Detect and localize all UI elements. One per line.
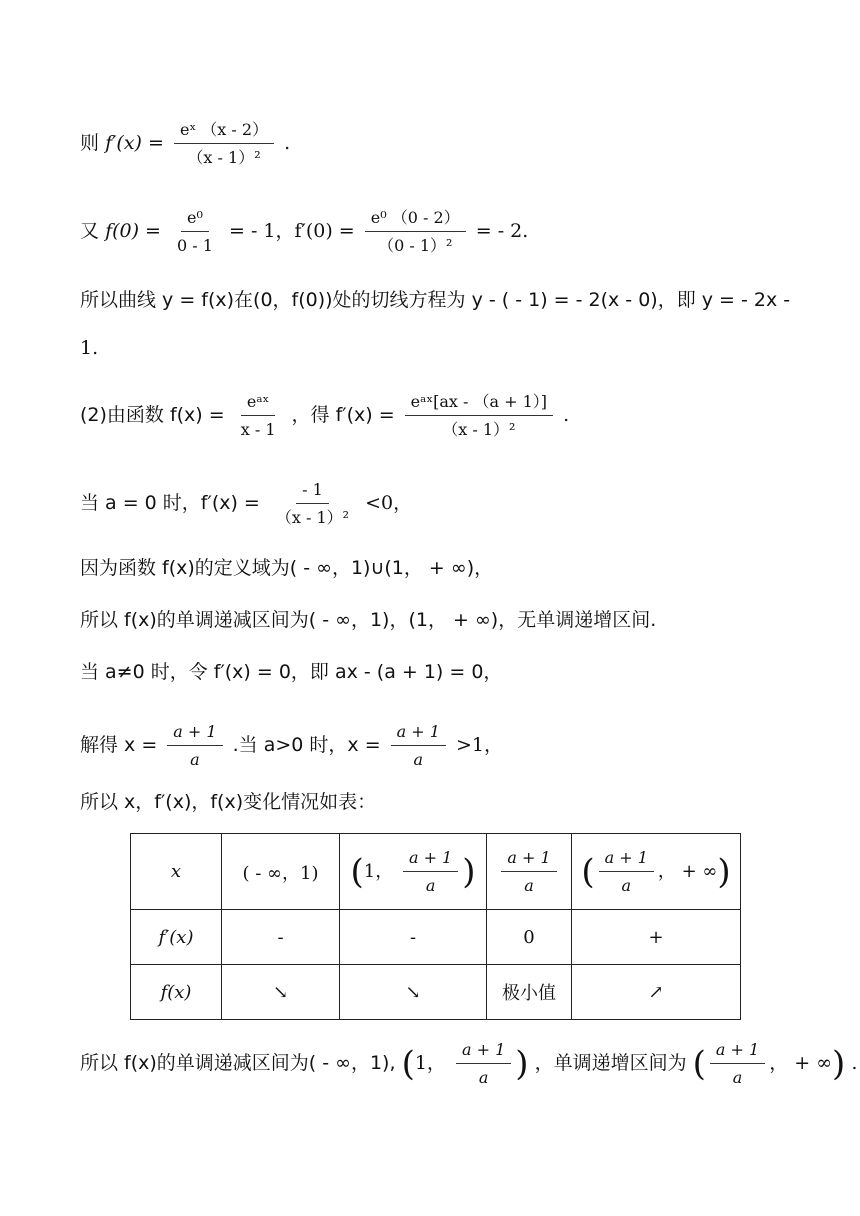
fraction <box>405 392 553 440</box>
fraction <box>365 208 466 256</box>
table-intro-line: 所以 x，f′(x)，f(x)变化情况如表： <box>80 791 377 813</box>
fraction <box>270 480 355 528</box>
math-lhs: f(0) = <box>105 220 161 242</box>
table-row <box>131 834 741 910</box>
interval-left: 1， <box>414 1052 446 1074</box>
derivative-line <box>80 120 290 168</box>
fraction-denominator: a <box>732 1068 743 1087</box>
text-end: <0， <box>365 492 413 514</box>
fraction-numerator: eᵃˣ <box>241 392 275 416</box>
table-cell <box>487 834 572 910</box>
table-row <box>131 965 741 1020</box>
table-cell: ↘ <box>222 965 340 1020</box>
fraction-numerator: a + 1 <box>599 848 654 872</box>
math-mid: = - 1，f′(0) = <box>229 220 355 242</box>
fraction-denominator: （x - 1）² <box>187 148 261 167</box>
table-row <box>131 910 741 965</box>
fraction-denominator: （0 - 1）² <box>378 236 453 255</box>
fraction-numerator: - 1 <box>296 480 329 504</box>
table-header-cell: f′(x) <box>131 910 222 965</box>
fraction-numerator: a + 1 <box>456 1040 511 1064</box>
part2-line <box>80 392 569 440</box>
text-prefix: 当 a = 0 时，f′(x) = <box>80 492 260 514</box>
table-cell: ↘ <box>340 965 487 1020</box>
fraction-denominator: 0 - 1 <box>177 236 213 255</box>
table-header-cell: f(x) <box>131 965 222 1020</box>
text-prefix: 则 <box>80 132 100 154</box>
fraction <box>174 120 274 168</box>
text-prefix: 又 <box>80 220 100 242</box>
text-prefix: (2)由函数 f(x) = <box>80 404 225 426</box>
fraction-numerator: eᵃˣ[ax - （a + 1）] <box>405 392 553 416</box>
solve-line <box>80 722 503 770</box>
interval-left: 1， <box>363 860 394 882</box>
text-mid: .当 a>0 时，x = <box>232 734 381 756</box>
variation-table <box>130 833 741 1020</box>
text-prefix: 所以 f(x)的单调递减区间为( - ∞，1), <box>80 1052 396 1074</box>
table-cell: - <box>340 910 487 965</box>
interval-right: ， + ∞ <box>769 1052 833 1074</box>
text-end: . <box>284 132 291 154</box>
tangent-line-text: 所以曲线 y = f(x)在(0，f(0))处的切线方程为 y - ( - 1) = - 2(x - 0)，即 y = - 2x - <box>80 289 791 311</box>
text-end: . <box>851 1052 858 1074</box>
values-line <box>80 208 528 256</box>
text-end: = - 2. <box>475 220 529 242</box>
fraction-denominator: a <box>425 875 436 895</box>
fraction <box>171 208 219 256</box>
fraction-denominator: （x - 1）² <box>442 420 516 439</box>
table-cell: ↗ <box>572 965 741 1020</box>
math-lhs: f′(x) = <box>105 132 164 154</box>
fraction-denominator: a <box>190 750 200 769</box>
fraction-denominator: x - 1 <box>240 420 276 439</box>
fraction-numerator: eˣ （x - 2） <box>174 120 274 144</box>
text-end: . <box>563 404 570 426</box>
domain-line: 因为函数 f(x)的定义域为( - ∞，1)∪(1， + ∞)， <box>80 557 494 579</box>
fraction-denominator: a <box>621 875 631 895</box>
fraction-numerator: a + 1 <box>391 722 446 746</box>
fraction-numerator: a + 1 <box>403 848 458 872</box>
text-end: >1， <box>456 734 504 756</box>
fraction <box>235 392 282 440</box>
fraction <box>456 1040 511 1088</box>
fraction <box>710 1040 765 1088</box>
fraction-numerator: e⁰ （0 - 2） <box>365 208 466 232</box>
table-cell: - <box>222 910 340 965</box>
table-cell: 极小值 <box>487 965 572 1020</box>
conclusion-line: 所以 f(x)的单调递减区间为( - ∞，1), (1， $\frac{a + 1}{a}$ ) ，单调递增区间为 ( $\frac{a + 1}{a}$ ， + ∞) . <box>80 1040 858 1087</box>
a-zero-line <box>80 480 412 528</box>
tangent-line-cont: 1. <box>80 337 99 359</box>
table-cell: ( $\frac{a + 1}{a}$ ， + ∞) <box>572 834 741 910</box>
text-mid: ，得 f′(x) = <box>291 404 395 426</box>
fraction-denominator: （x - 1）² <box>275 508 350 527</box>
fraction <box>403 848 458 896</box>
table-cell: (1， $\frac{a + 1}{a}$ ) <box>340 834 487 910</box>
decreasing-line: 所以 f(x)的单调递减区间为( - ∞，1)，(1， + ∞)，无单调递增区间. <box>80 609 657 631</box>
table-cell: ( - ∞，1) <box>222 834 340 910</box>
table-header-cell: x <box>131 834 222 910</box>
fraction-denominator: a <box>478 1068 489 1087</box>
fraction-numerator: a + 1 <box>167 722 222 746</box>
text-mid: ，单调递增区间为 <box>534 1052 687 1074</box>
a-nonzero-line: 当 a≠0 时，令 f′(x) = 0，即 ax - (a + 1) = 0， <box>80 661 503 683</box>
fraction-numerator: a + 1 <box>710 1040 765 1064</box>
text-prefix: 解得 x = <box>80 734 158 756</box>
interval-right: ， + ∞ <box>657 860 718 882</box>
fraction-numerator: a + 1 <box>501 848 556 872</box>
fraction <box>391 722 446 770</box>
fraction-numerator: e⁰ <box>181 208 209 232</box>
table-cell: + <box>572 910 741 965</box>
fraction <box>501 848 556 896</box>
fraction-denominator: a <box>524 875 534 895</box>
fraction-denominator: a <box>413 750 424 769</box>
table-cell: 0 <box>487 910 572 965</box>
fraction <box>167 722 222 770</box>
fraction <box>599 848 654 896</box>
